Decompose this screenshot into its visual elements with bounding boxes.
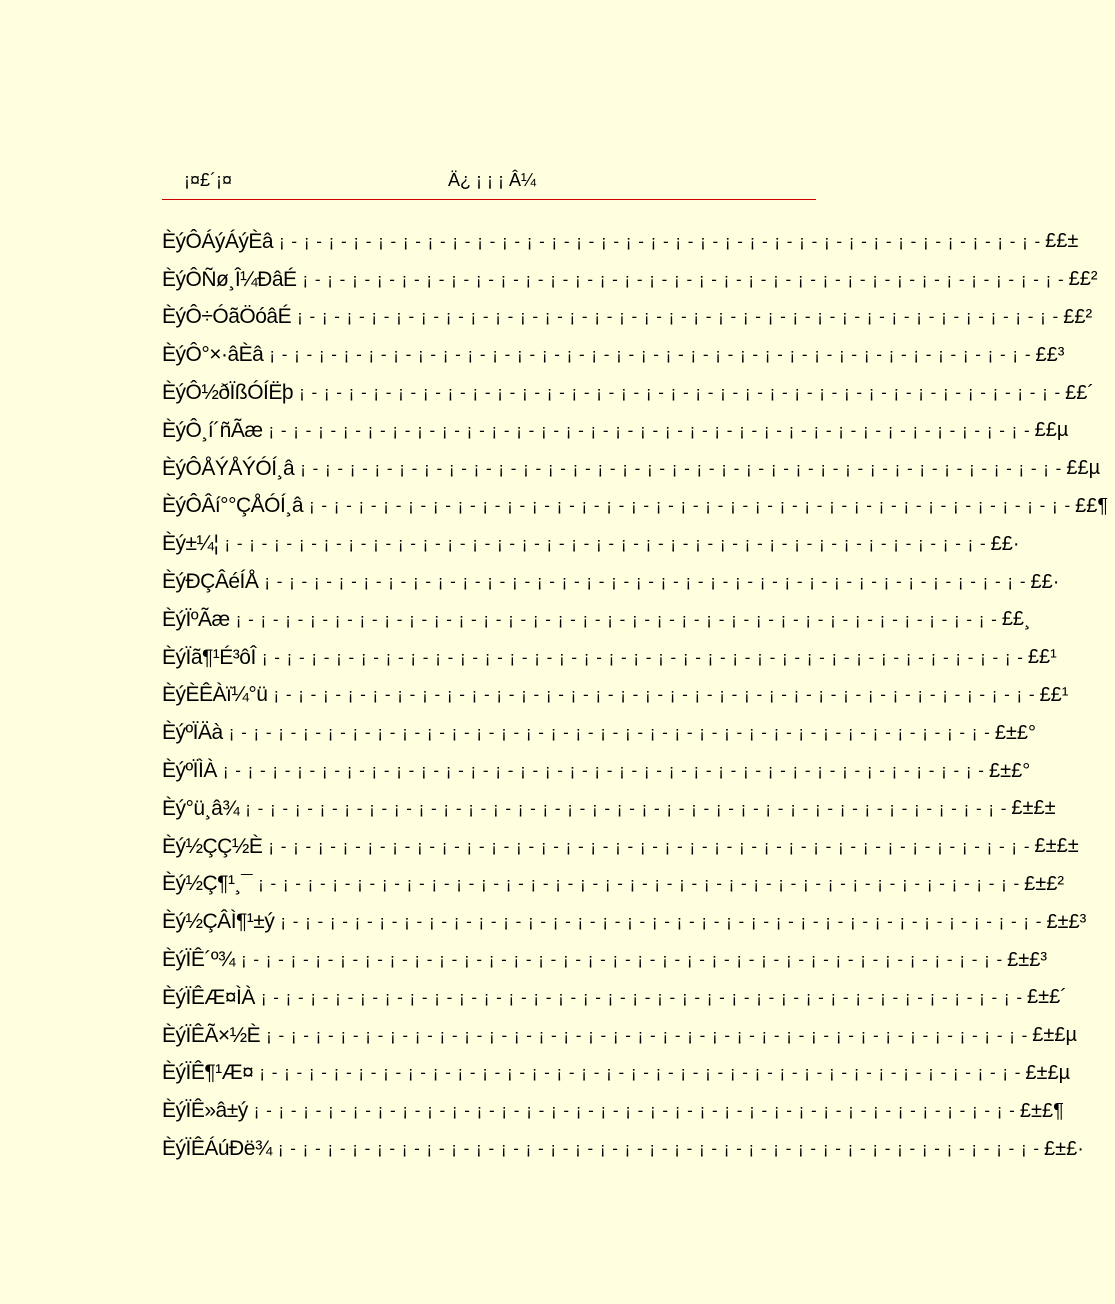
toc-entry-leader: ¡ - ¡ - ¡ - ¡ - ¡ - ¡ - ¡ - ¡ - ¡ - ¡ - ¡ - ¡ - ¡ - ¡ - ¡ - ¡ - ¡ - ¡ - ¡ - ¡ - ¡ - ¡ - ¡ - ¡ - ¡ - ¡ - ¡ - ¡ - ¡ - ¡ - ¡ - [259,1063,1022,1083]
toc-entry-title: ÈýÏºÃæ [162,607,230,631]
toc-entry-leader: ¡ - ¡ - ¡ - ¡ - ¡ - ¡ - ¡ - ¡ - ¡ - ¡ - ¡ - ¡ - ¡ - ¡ - ¡ - ¡ - ¡ - ¡ - ¡ - ¡ - ¡ - ¡ - ¡ - ¡ - ¡ - ¡ - ¡ - ¡ - ¡ - ¡ - ¡ - [268,420,1031,440]
toc-entry-page: £±£· [1044,1137,1084,1160]
toc-entry[interactable] [162,979,1067,1017]
toc-entry-title: ÈýÐÇÂéÍÅ [162,570,259,594]
toc-entry[interactable] [162,601,1031,639]
toc-entry-page: £±£´ [1026,986,1067,1009]
toc-entry-title: Èý½ÇÇ½È [162,834,263,858]
toc-entry-title: Èý½Ç¶¹¸¯ [162,872,253,896]
toc-entry-title: ÈýÔÑø¸Î¼ÐâÉ [162,267,297,291]
toc-entry-leader: ¡ - ¡ - ¡ - ¡ - ¡ - ¡ - ¡ - ¡ - ¡ - ¡ - ¡ - ¡ - ¡ - ¡ - ¡ - ¡ - ¡ - ¡ - ¡ - ¡ - ¡ - ¡ - ¡ - ¡ - ¡ - ¡ - ¡ - ¡ - ¡ - ¡ - ¡ - [299,383,1062,403]
toc-entry-leader: ¡ - ¡ - ¡ - ¡ - ¡ - ¡ - ¡ - ¡ - ¡ - ¡ - ¡ - ¡ - ¡ - ¡ - ¡ - ¡ - ¡ - ¡ - ¡ - ¡ - ¡ - ¡ - ¡ - ¡ - ¡ - ¡ - ¡ - ¡ - ¡ - ¡ - ¡ - [258,874,1021,894]
toc-entry[interactable] [162,1092,1064,1130]
toc-entry-title: ÈýÏÊÃ×½È [162,1023,261,1047]
toc-entry-leader: ¡ - ¡ - ¡ - ¡ - ¡ - ¡ - ¡ - ¡ - ¡ - ¡ - ¡ - ¡ - ¡ - ¡ - ¡ - ¡ - ¡ - ¡ - ¡ - ¡ - ¡ - ¡ - ¡ - ¡ - ¡ - ¡ - ¡ - ¡ - ¡ - ¡ - ¡ - [268,836,1031,856]
toc-entry-leader: ¡ - ¡ - ¡ - ¡ - ¡ - ¡ - ¡ - ¡ - ¡ - ¡ - ¡ - ¡ - ¡ - ¡ - ¡ - ¡ - ¡ - ¡ - ¡ - ¡ - ¡ - ¡ - ¡ - ¡ - ¡ - ¡ - ¡ - ¡ - ¡ - ¡ - ¡ - [224,534,987,554]
toc-entry-title: ÈýÔÂí°°ÇÅÓÍ¸â [162,494,303,518]
toc-entry-leader: ¡ - ¡ - ¡ - ¡ - ¡ - ¡ - ¡ - ¡ - ¡ - ¡ - ¡ - ¡ - ¡ - ¡ - ¡ - ¡ - ¡ - ¡ - ¡ - ¡ - ¡ - ¡ - ¡ - ¡ - ¡ - ¡ - ¡ - ¡ - ¡ - ¡ - ¡ - [222,761,985,781]
toc-entry-leader: ¡ - ¡ - ¡ - ¡ - ¡ - ¡ - ¡ - ¡ - ¡ - ¡ - ¡ - ¡ - ¡ - ¡ - ¡ - ¡ - ¡ - ¡ - ¡ - ¡ - ¡ - ¡ - ¡ - ¡ - ¡ - ¡ - ¡ - ¡ - ¡ - ¡ - ¡ - [264,572,1027,592]
toc-entry-page: ££² [1063,305,1093,328]
toc-entry-title: ÈýÏÊÆ¤ÌÀ [162,985,255,1009]
toc-entry-title: ÈýºÏÄà [162,721,223,745]
toc-entry-page: £±£± [1034,835,1079,858]
toc-entry-title: ÈýÏÊ¶¹Æ¤ [162,1061,254,1085]
toc-entry[interactable] [162,677,1069,715]
toc-entry[interactable] [162,336,1065,374]
toc-entry-title: ÈýºÏÌÀ [162,759,217,783]
toc-entry-title: ÈýÏÊÁúÐë¾ [162,1137,272,1161]
toc-entry[interactable] [162,261,1098,299]
toc-entry-page: ££¸ [1001,608,1031,631]
toc-entry[interactable] [162,828,1079,866]
toc-entry-leader: ¡ - ¡ - ¡ - ¡ - ¡ - ¡ - ¡ - ¡ - ¡ - ¡ - ¡ - ¡ - ¡ - ¡ - ¡ - ¡ - ¡ - ¡ - ¡ - ¡ - ¡ - ¡ - ¡ - ¡ - ¡ - ¡ - ¡ - ¡ - ¡ - ¡ - ¡ - [300,458,1063,478]
toc-entry-title: ÈýÔÁýÁýÈâ [162,229,274,253]
toc-entry[interactable] [162,639,1057,677]
toc-entry-leader: ¡ - ¡ - ¡ - ¡ - ¡ - ¡ - ¡ - ¡ - ¡ - ¡ - ¡ - ¡ - ¡ - ¡ - ¡ - ¡ - ¡ - ¡ - ¡ - ¡ - ¡ - ¡ - ¡ - ¡ - ¡ - ¡ - ¡ - ¡ - ¡ - ¡ - ¡ - [280,912,1043,932]
toc-entry-page: £±£² [1024,872,1065,895]
toc-entry-leader: ¡ - ¡ - ¡ - ¡ - ¡ - ¡ - ¡ - ¡ - ¡ - ¡ - ¡ - ¡ - ¡ - ¡ - ¡ - ¡ - ¡ - ¡ - ¡ - ¡ - ¡ - ¡ - ¡ - ¡ - ¡ - ¡ - ¡ - ¡ - ¡ - ¡ - ¡ - [297,307,1060,327]
toc-entry[interactable] [162,299,1093,337]
header-left-text: ¡¤£´¡¤ [184,170,233,190]
toc-entry[interactable] [162,866,1065,904]
toc-entry-page: ££´ [1065,381,1095,404]
toc-entry-page: £±£µ [1032,1024,1077,1047]
toc-entry-page: £±£µ [1025,1061,1071,1084]
toc-entry[interactable] [162,941,1048,979]
toc-entry-page: £±£¶ [1019,1099,1064,1122]
toc-entry[interactable] [162,563,1060,601]
toc-entry-page: £±£³ [1046,910,1087,933]
toc-entry-page: £±£° [994,721,1037,744]
toc-entry-leader: ¡ - ¡ - ¡ - ¡ - ¡ - ¡ - ¡ - ¡ - ¡ - ¡ - ¡ - ¡ - ¡ - ¡ - ¡ - ¡ - ¡ - ¡ - ¡ - ¡ - ¡ - ¡ - ¡ - ¡ - ¡ - ¡ - ¡ - ¡ - ¡ - ¡ - ¡ - [273,685,1036,705]
toc-entry[interactable] [162,488,1109,526]
toc-entry-leader: ¡ - ¡ - ¡ - ¡ - ¡ - ¡ - ¡ - ¡ - ¡ - ¡ - ¡ - ¡ - ¡ - ¡ - ¡ - ¡ - ¡ - ¡ - ¡ - ¡ - ¡ - ¡ - ¡ - ¡ - ¡ - ¡ - ¡ - ¡ - ¡ - ¡ - ¡ - [235,609,998,629]
toc-entry-page: £±£° [988,759,1031,782]
toc-entry-title: Èý°ü¸â¾ [162,796,240,820]
toc-entry-leader: ¡ - ¡ - ¡ - ¡ - ¡ - ¡ - ¡ - ¡ - ¡ - ¡ - ¡ - ¡ - ¡ - ¡ - ¡ - ¡ - ¡ - ¡ - ¡ - ¡ - ¡ - ¡ - ¡ - ¡ - ¡ - ¡ - ¡ - ¡ - ¡ - ¡ - ¡ - [266,1025,1029,1045]
page-header [162,166,816,196]
toc-entry-leader: ¡ - ¡ - ¡ - ¡ - ¡ - ¡ - ¡ - ¡ - ¡ - ¡ - ¡ - ¡ - ¡ - ¡ - ¡ - ¡ - ¡ - ¡ - ¡ - ¡ - ¡ - ¡ - ¡ - ¡ - ¡ - ¡ - ¡ - ¡ - ¡ - ¡ - ¡ - [269,345,1032,365]
toc-entry-leader: ¡ - ¡ - ¡ - ¡ - ¡ - ¡ - ¡ - ¡ - ¡ - ¡ - ¡ - ¡ - ¡ - ¡ - ¡ - ¡ - ¡ - ¡ - ¡ - ¡ - ¡ - ¡ - ¡ - ¡ - ¡ - ¡ - ¡ - ¡ - ¡ - ¡ - ¡ - [309,496,1072,516]
toc-entry-title: Èý½ÇÂÌ¶¹±ý [162,910,275,934]
header-title: Ä¿ ¡ ¡ ¡ Â¼ [448,170,537,190]
toc-entry-title: ÈýÔ÷ÓãÖóâÉ [162,305,292,329]
toc-entry-leader: ¡ - ¡ - ¡ - ¡ - ¡ - ¡ - ¡ - ¡ - ¡ - ¡ - ¡ - ¡ - ¡ - ¡ - ¡ - ¡ - ¡ - ¡ - ¡ - ¡ - ¡ - ¡ - ¡ - ¡ - ¡ - ¡ - ¡ - ¡ - ¡ - ¡ - ¡ - [260,987,1023,1007]
toc-entry-page: ££± [1045,230,1079,253]
toc-entry[interactable] [162,1130,1084,1168]
toc-entry[interactable] [162,223,1079,261]
toc-entry-leader: ¡ - ¡ - ¡ - ¡ - ¡ - ¡ - ¡ - ¡ - ¡ - ¡ - ¡ - ¡ - ¡ - ¡ - ¡ - ¡ - ¡ - ¡ - ¡ - ¡ - ¡ - ¡ - ¡ - ¡ - ¡ - ¡ - ¡ - ¡ - ¡ - ¡ - ¡ - [261,647,1024,667]
toc-entry-title: ÈýÈÊÀï¼°ü [162,683,268,707]
toc-entry-leader: ¡ - ¡ - ¡ - ¡ - ¡ - ¡ - ¡ - ¡ - ¡ - ¡ - ¡ - ¡ - ¡ - ¡ - ¡ - ¡ - ¡ - ¡ - ¡ - ¡ - ¡ - ¡ - ¡ - ¡ - ¡ - ¡ - ¡ - ¡ - ¡ - ¡ - ¡ - [302,269,1065,289]
toc-entry-title: ÈýÔ½ðÏßÓÍËþ [162,381,294,405]
toc-entry-page: ££· [990,532,1020,555]
toc-entry-page: ££· [1030,570,1060,593]
toc-entry-leader: ¡ - ¡ - ¡ - ¡ - ¡ - ¡ - ¡ - ¡ - ¡ - ¡ - ¡ - ¡ - ¡ - ¡ - ¡ - ¡ - ¡ - ¡ - ¡ - ¡ - ¡ - ¡ - ¡ - ¡ - ¡ - ¡ - ¡ - ¡ - ¡ - ¡ - ¡ - [279,231,1042,251]
toc-entry-title: ÈýÔ¸í´ñÃæ [162,418,263,442]
toc-entry-page: ££µ [1066,457,1101,480]
toc-entry-title: ÈýÏÊ»â±ý [162,1099,248,1123]
toc-entry[interactable] [162,1017,1077,1055]
toc-entry[interactable] [162,752,1031,790]
toc-entry[interactable] [162,525,1020,563]
toc-entry-leader: ¡ - ¡ - ¡ - ¡ - ¡ - ¡ - ¡ - ¡ - ¡ - ¡ - ¡ - ¡ - ¡ - ¡ - ¡ - ¡ - ¡ - ¡ - ¡ - ¡ - ¡ - ¡ - ¡ - ¡ - ¡ - ¡ - ¡ - ¡ - ¡ - ¡ - ¡ - [277,1139,1041,1159]
toc-entry-title: ÈýÏã¶¹É³ôÎ [162,645,256,669]
toc-entry-title: Èý±¼¦ [162,532,219,556]
toc-entry-title: ÈýÏÊ´º¾ [162,948,236,972]
toc-entry-leader: ¡ - ¡ - ¡ - ¡ - ¡ - ¡ - ¡ - ¡ - ¡ - ¡ - ¡ - ¡ - ¡ - ¡ - ¡ - ¡ - ¡ - ¡ - ¡ - ¡ - ¡ - ¡ - ¡ - ¡ - ¡ - ¡ - ¡ - ¡ - ¡ - ¡ - ¡ - [253,1101,1016,1121]
header-divider [162,199,816,200]
toc-entry[interactable] [162,1055,1071,1093]
toc-entry-page: ££¹ [1027,646,1057,669]
toc-entry[interactable] [162,412,1069,450]
toc-entry-leader: ¡ - ¡ - ¡ - ¡ - ¡ - ¡ - ¡ - ¡ - ¡ - ¡ - ¡ - ¡ - ¡ - ¡ - ¡ - ¡ - ¡ - ¡ - ¡ - ¡ - ¡ - ¡ - ¡ - ¡ - ¡ - ¡ - ¡ - ¡ - ¡ - ¡ - ¡ - [228,723,991,743]
toc-entry-leader: ¡ - ¡ - ¡ - ¡ - ¡ - ¡ - ¡ - ¡ - ¡ - ¡ - ¡ - ¡ - ¡ - ¡ - ¡ - ¡ - ¡ - ¡ - ¡ - ¡ - ¡ - ¡ - ¡ - ¡ - ¡ - ¡ - ¡ - ¡ - ¡ - ¡ - ¡ - [241,950,1004,970]
table-of-contents [162,223,1109,1168]
toc-entry-page: ££¶ [1075,494,1109,517]
toc-entry-page: £±£³ [1007,948,1048,971]
toc-entry-page: £±£± [1011,797,1056,820]
toc-entry[interactable] [162,714,1037,752]
toc-entry[interactable] [162,450,1101,488]
toc-entry-page: ££µ [1034,419,1069,442]
toc-entry-page: ££³ [1035,343,1065,366]
toc-entry-title: ÈýÔÅÝÅÝÓÍ¸â [162,456,295,480]
toc-entry-page: ££² [1068,268,1098,291]
toc-entry-leader: ¡ - ¡ - ¡ - ¡ - ¡ - ¡ - ¡ - ¡ - ¡ - ¡ - ¡ - ¡ - ¡ - ¡ - ¡ - ¡ - ¡ - ¡ - ¡ - ¡ - ¡ - ¡ - ¡ - ¡ - ¡ - ¡ - ¡ - ¡ - ¡ - ¡ - ¡ - [245,798,1008,818]
toc-entry-title: ÈýÔ°×·âÈâ [162,343,264,367]
toc-entry[interactable] [162,790,1056,828]
toc-entry[interactable] [162,903,1087,941]
toc-entry-page: ££¹ [1039,683,1069,706]
toc-entry[interactable] [162,374,1095,412]
